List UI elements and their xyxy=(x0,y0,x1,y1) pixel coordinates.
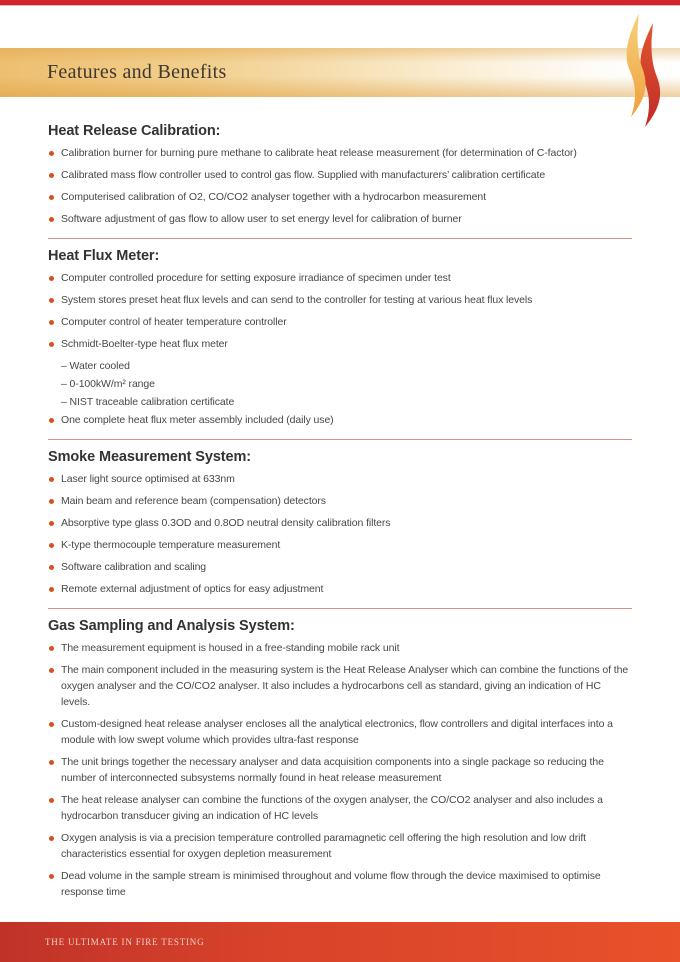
item-text: Absorptive type glass 0.3OD and 0.8OD neutral density calibration filters xyxy=(61,517,391,529)
bullet-icon xyxy=(49,646,54,651)
section-heading: Gas Sampling and Analysis System: xyxy=(48,618,295,634)
item-text: – Water cooled xyxy=(61,360,130,372)
item-text: Custom-designed heat release analyser encloses all the analytical electronics, flow controllers and digital interfaces into a module with low swept volume which provides ultra-fast response xyxy=(61,718,613,746)
section-divider xyxy=(48,439,632,440)
list-item xyxy=(48,189,632,205)
item-text: One complete heat flux meter assembly included (daily use) xyxy=(61,414,334,426)
bullet-icon xyxy=(49,587,54,592)
footer xyxy=(0,922,680,962)
list-item xyxy=(48,515,632,531)
item-text: The measurement equipment is housed in a free-standing mobile rack unit xyxy=(61,642,400,654)
bullet-icon xyxy=(49,173,54,178)
bullet-icon xyxy=(49,874,54,879)
list-item xyxy=(48,792,632,824)
item-text: The main component included in the measuring system is the Heat Release Analyser which can combine the functions of the oxygen analyser and the CO/CO2 analyser. It also includes a hydrocarbons cell as standard, giving an indication of HC levels. xyxy=(61,664,629,708)
list-item xyxy=(48,581,632,597)
list-item xyxy=(48,145,632,161)
section xyxy=(48,608,632,900)
item-text: Software adjustment of gas flow to allow user to set energy level for calibration of burner xyxy=(61,213,462,225)
list-item xyxy=(48,559,632,575)
section xyxy=(48,439,632,597)
bullet-icon xyxy=(49,320,54,325)
item-text: Remote external adjustment of optics for easy adjustment xyxy=(61,583,324,595)
bullet-icon xyxy=(49,543,54,548)
bullet-icon xyxy=(49,836,54,841)
section-heading: Heat Flux Meter: xyxy=(48,248,160,264)
section-heading: Heat Release Calibration: xyxy=(48,123,221,139)
item-text: – NIST traceable calibration certificate xyxy=(61,396,235,408)
bullet-icon xyxy=(49,499,54,504)
item-text: Computer control of heater temperature controller xyxy=(61,316,287,328)
bullet-icon xyxy=(49,151,54,156)
list-item xyxy=(48,716,632,748)
list-item xyxy=(48,167,632,183)
bullet-icon xyxy=(49,418,54,423)
section-heading: Smoke Measurement System: xyxy=(48,449,251,465)
bullet-icon xyxy=(49,760,54,765)
item-text: – 0-100kW/m² range xyxy=(61,378,155,390)
item-text: Software calibration and scaling xyxy=(61,561,207,573)
section-divider xyxy=(48,238,632,239)
bullet-icon xyxy=(49,798,54,803)
bullet-list xyxy=(48,270,632,428)
section xyxy=(48,238,632,428)
item-text: System stores preset heat flux levels and can send to the controller for testing at various heat flux levels xyxy=(61,294,533,306)
page-title: Features and Benefits xyxy=(47,61,227,83)
bullet-icon xyxy=(49,477,54,482)
bullet-icon xyxy=(49,722,54,727)
item-text: The unit brings together the necessary analyser and data acquisition components into a single package so reducing the number of interconnected subsystems normally found in heat release measurement xyxy=(61,756,604,784)
list-item xyxy=(48,754,632,786)
bullet-icon xyxy=(49,276,54,281)
item-text: Computerised calibration of O2, CO/CO2 analyser together with a hydrocarbon measurement xyxy=(61,191,486,203)
item-text: Main beam and reference beam (compensation) detectors xyxy=(61,495,326,507)
bullet-icon xyxy=(49,195,54,200)
bullet-icon xyxy=(49,668,54,673)
item-text: K-type thermocouple temperature measurement xyxy=(61,539,281,551)
item-text: Calibration burner for burning pure methane to calibrate heat release measurement (for determination of C-factor) xyxy=(61,147,577,159)
bullet-icon xyxy=(49,342,54,347)
sub-list-item xyxy=(48,394,632,410)
section-divider xyxy=(48,608,632,609)
bullet-icon xyxy=(49,521,54,526)
content xyxy=(48,123,632,906)
list-item xyxy=(48,292,632,308)
item-text: Computer controlled procedure for setting exposure irradiance of specimen under test xyxy=(61,272,451,284)
item-text: Calibrated mass flow controller used to control gas flow. Supplied with manufacturers’ calibration certificate xyxy=(61,169,546,181)
bullet-list xyxy=(48,145,632,227)
list-item xyxy=(48,471,632,487)
item-text: Dead volume in the sample stream is minimised throughout and volume flow through the device maximised to optimise response time xyxy=(61,870,601,898)
sub-list-item xyxy=(48,358,632,374)
item-text: Oxygen analysis is via a precision temperature controlled paramagnetic cell offering the high resolution and low drift characteristics essential for oxygen depletion measurement xyxy=(61,832,586,860)
list-item xyxy=(48,662,632,710)
bullet-list xyxy=(48,640,632,900)
section xyxy=(48,123,632,227)
footer-tagline: THE ULTIMATE IN FIRE TESTING xyxy=(45,937,205,947)
list-item xyxy=(48,336,632,352)
list-item xyxy=(48,314,632,330)
list-item xyxy=(48,537,632,553)
top-accent-bar xyxy=(0,0,680,6)
bullet-icon xyxy=(49,565,54,570)
item-text: Laser light source optimised at 633nm xyxy=(61,473,235,485)
bullet-list xyxy=(48,471,632,597)
bullet-icon xyxy=(49,298,54,303)
list-item xyxy=(48,868,632,900)
list-item xyxy=(48,211,632,227)
list-item xyxy=(48,493,632,509)
sub-list-item xyxy=(48,376,632,392)
list-item xyxy=(48,412,632,428)
flame-logo-icon xyxy=(622,11,668,127)
list-item xyxy=(48,640,632,656)
list-item xyxy=(48,830,632,862)
item-text: The heat release analyser can combine the functions of the oxygen analyser, the CO/CO2 analyser and also includes a hydrocarbon transducer giving an indication of HC levels xyxy=(61,794,603,822)
bullet-icon xyxy=(49,217,54,222)
list-item xyxy=(48,270,632,286)
header-band xyxy=(0,48,680,97)
item-text: Schmidt-Boelter-type heat flux meter xyxy=(61,338,228,350)
